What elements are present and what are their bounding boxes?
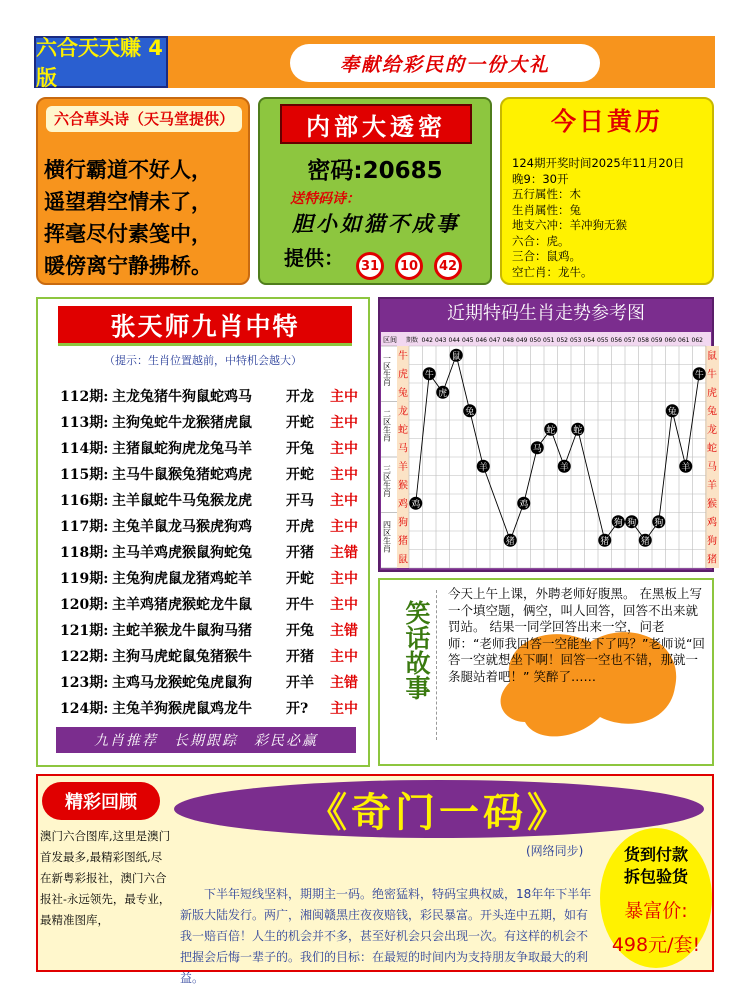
row-open: 开猪 [286, 649, 314, 665]
prediction-row [60, 412, 365, 438]
zodiac-label-right: 羊 [707, 480, 717, 492]
row-result: 主中 [330, 389, 358, 405]
nine-hint: （提示：生肖位置越前，中特机会越大） [104, 354, 302, 367]
almanac-line-1: 124期开奖时间2025年11月20日 [512, 156, 685, 170]
zodiac-label-left: 狗 [398, 517, 408, 529]
trend-corner: 区间 [383, 336, 397, 344]
almanac-line-2: 晚9：30开 [512, 171, 569, 186]
trend-grid [381, 332, 717, 568]
row-result: 主中 [330, 493, 358, 509]
period-tick: 046 [475, 337, 487, 344]
row-period: 115期: [60, 467, 109, 483]
almanac-line-5: 地支六冲：羊冲狗无猴 [512, 218, 627, 232]
row-open: 开蛇 [286, 467, 314, 483]
poem-lines [44, 154, 250, 282]
zone-label: 四区生肖 [382, 520, 392, 553]
prediction-row [60, 620, 365, 646]
zodiac-label-left: 牛 [398, 351, 408, 362]
qimen-banner [174, 780, 704, 838]
brand-logo [34, 36, 168, 88]
promo-line-1: 货到付款 [623, 845, 688, 864]
zodiac-label-left: 兔 [398, 388, 408, 399]
zodiac-label-right: 猪 [707, 554, 717, 566]
row-period: 112期: [60, 389, 109, 405]
nine-footer [56, 727, 356, 753]
trend-marker-label: 猪 [505, 536, 515, 547]
ball-3 [434, 252, 462, 280]
period-tick: 050 [529, 337, 541, 344]
row-open: 开蛇 [286, 571, 314, 587]
row-open: 开虎 [286, 519, 314, 535]
row-zodiacs: 主兔羊鼠龙马猴虎狗鸡 [112, 519, 252, 535]
row-zodiacs: 主狗马虎蛇鼠兔猪猴牛 [112, 649, 252, 665]
period-tick: 042 [421, 337, 433, 344]
prediction-row [60, 672, 365, 698]
zodiac-label-left: 虎 [398, 369, 408, 381]
row-period: 118期: [60, 545, 109, 561]
review-text: 澳门六合图库,这里是澳门首发最多,最精彩图纸,尽在新粤彩报社，澳门六合报社-永远领先，最专业，最精准图库， [40, 829, 171, 927]
row-result: 主错 [330, 623, 358, 639]
period-tick: 043 [435, 337, 447, 344]
prediction-row [60, 490, 365, 516]
almanac-lines [512, 156, 684, 280]
trend-marker-label: 狗 [654, 518, 664, 529]
row-period: 123期: [60, 675, 109, 691]
period-tick: 051 [543, 337, 555, 344]
promo-price: 498元/套! [611, 934, 701, 956]
trend-marker-label: 兔 [667, 407, 677, 418]
row-open: 开? [286, 701, 309, 717]
prediction-row [60, 438, 365, 464]
row-result: 主中 [330, 701, 358, 717]
trend-marker-label: 鸡 [519, 499, 529, 510]
period-tick: 044 [448, 337, 460, 344]
secret-title-text: 内部大透密 [306, 112, 446, 141]
row-period: 117期: [60, 519, 109, 535]
promo-line-2: 拆包验货 [623, 867, 688, 886]
row-open: 开牛 [286, 597, 314, 613]
ball-1 [356, 252, 384, 280]
period-tick: 045 [462, 337, 474, 344]
poem-line-3: 挥毫尽付素笺中， [44, 222, 212, 246]
ball-1-num: 31 [360, 258, 380, 274]
secret-sub: 送特码诗： [290, 191, 360, 207]
trend-marker-label: 牛 [424, 370, 434, 381]
nine-footer-text: 九肖推荐 长期跟踪 彩民必赢 [94, 733, 318, 749]
row-zodiacs: 主鸡马龙猴蛇兔虎鼠狗 [112, 675, 252, 691]
almanac-line-8: 空亡肖：龙牛。 [512, 264, 593, 279]
row-zodiacs: 主狗兔蛇牛龙猴猪虎鼠 [112, 415, 252, 431]
zodiac-label-left: 猴 [398, 480, 408, 492]
period-tick: 052 [556, 337, 568, 344]
slogan-text: 奉献给彩民的一份大礼 [339, 53, 550, 76]
zodiac-label-right: 鸡 [707, 517, 717, 529]
secret-code: 密码:20685 [307, 158, 443, 184]
joke-label-text: 笑话故事 [402, 600, 431, 700]
zodiac-label-left: 马 [398, 443, 408, 455]
ball-3-num: 42 [438, 258, 458, 274]
secret-verse: 胆小如猫不成事 [292, 211, 460, 236]
almanac-line-6: 六合：虎。 [512, 233, 570, 248]
trend-marker-label: 虎 [438, 388, 448, 399]
trend-marker-label: 蛇 [573, 425, 583, 436]
nine-title [58, 306, 352, 346]
prediction-row [60, 542, 365, 568]
trend-marker-label: 鼠 [451, 351, 461, 362]
trend-marker-label: 羊 [478, 462, 488, 473]
period-tick: 061 [678, 337, 690, 344]
ball-2-num: 10 [399, 258, 419, 274]
period-tick: 054 [583, 337, 595, 344]
joke-text: 今天上午上课，外聘老师好腹黑。 在黑板上写一个填空题，俩空，叫人回答，回答不出来就罚站。 结果一同学回答出来一空，问老师：“老师我回答一空能坐下了吗？”老师说“回答一空就想坐下啊！回答一空也不错，那就一条腿站着吧！” 笑醉了…… [448, 586, 705, 684]
row-period: 120期: [60, 597, 109, 613]
zodiac-label-right: 马 [707, 462, 717, 473]
poem-title: 六合草头诗（天马堂提供） [46, 106, 242, 132]
row-zodiacs: 主猪鼠蛇狗虎龙兔马羊 [112, 441, 252, 457]
trend-period-label: 期数 [406, 337, 419, 344]
row-period: 122期: [60, 649, 109, 665]
secret-provide: 提供： [284, 246, 344, 270]
zodiac-label-left: 鼠 [398, 554, 408, 566]
zone-label: 三区生肖 [382, 465, 392, 497]
qimen-sync: (网络同步) [526, 844, 584, 858]
review-badge [42, 782, 160, 820]
period-tick: 058 [637, 337, 649, 344]
joke-divider [436, 590, 437, 740]
almanac-line-3: 五行属性：木 [512, 187, 581, 201]
row-period: 114期: [60, 441, 109, 457]
row-period: 121期: [60, 623, 109, 639]
almanac-line-4: 生肖属性：兔 [512, 202, 581, 217]
prediction-row [60, 516, 365, 542]
review-badge-text: 精彩回顾 [65, 792, 137, 813]
joke-label [396, 600, 431, 712]
row-result: 主中 [330, 467, 358, 483]
period-tick: 053 [570, 337, 582, 344]
slogan [290, 44, 600, 82]
prediction-row [60, 594, 365, 620]
zone-label: 二区生肖 [382, 409, 392, 442]
prediction-row [60, 646, 365, 672]
row-zodiacs: 主马牛鼠猴兔猪蛇鸡虎 [112, 467, 252, 483]
row-open: 开兔 [286, 623, 314, 639]
trend-marker-label: 狗 [627, 518, 637, 529]
row-open: 开蛇 [286, 415, 314, 431]
row-open: 开羊 [286, 675, 314, 691]
trend-marker-label: 牛 [694, 370, 704, 381]
prediction-row [60, 698, 365, 724]
trend-marker-label: 蛇 [546, 425, 556, 436]
row-result: 主中 [330, 415, 358, 431]
zodiac-label-right: 虎 [707, 388, 717, 399]
row-period: 113期: [60, 415, 109, 431]
trend-marker-label: 鸡 [411, 499, 421, 510]
poem-line-2: 遥望碧空情未了， [44, 190, 212, 214]
period-tick: 049 [516, 337, 528, 344]
secret-title [280, 104, 472, 144]
qimen-title: 《奇门一码》 [307, 789, 571, 836]
trend-marker-label: 猪 [600, 536, 610, 547]
zodiac-label-left: 猪 [398, 536, 408, 547]
almanac-title: 今日黄历 [550, 107, 663, 136]
trend-marker-label: 羊 [681, 462, 691, 473]
row-zodiacs: 主兔羊狗猴虎鼠鸡龙牛 [112, 701, 252, 717]
row-period: 119期: [60, 571, 109, 587]
trend-title: 近期特码生肖走势参考图 [447, 303, 645, 324]
row-open: 开龙 [286, 389, 314, 405]
period-tick: 048 [502, 337, 514, 344]
zone-label: 一区生肖 [382, 354, 392, 386]
trend-marker-label: 狗 [613, 518, 623, 529]
prediction-row [60, 386, 365, 412]
trend-marker-label: 猪 [640, 536, 650, 547]
row-zodiacs: 主兔狗虎鼠龙猪鸡蛇羊 [112, 571, 252, 587]
zodiac-label-right: 猴 [707, 499, 717, 510]
row-result: 主错 [330, 545, 358, 561]
zodiac-label-right: 龙 [707, 425, 717, 436]
poem-line-4: 暖傍离宁静拂桥。 [44, 254, 212, 278]
trend-marker-label: 羊 [559, 462, 569, 473]
row-open: 开马 [286, 493, 314, 509]
row-zodiacs: 主马羊鸡虎猴鼠狗蛇兔 [112, 545, 252, 561]
period-tick: 055 [597, 337, 609, 344]
row-zodiacs: 主龙兔猪牛狗鼠蛇鸡马 [112, 389, 252, 405]
prediction-row [60, 568, 365, 594]
ball-2 [395, 252, 423, 280]
row-period: 124期: [60, 701, 109, 717]
zodiac-label-right: 鼠 [707, 351, 717, 362]
zodiac-label-left: 蛇 [398, 425, 408, 436]
prediction-row [60, 464, 365, 490]
zodiac-label-right: 牛 [707, 369, 717, 381]
trend-marker-label: 兔 [465, 407, 475, 418]
row-result: 主中 [330, 649, 358, 665]
trend-marker-label: 马 [532, 444, 542, 455]
row-zodiacs: 主蛇羊猴龙牛鼠狗马猪 [112, 623, 252, 639]
zodiac-label-left: 羊 [398, 462, 408, 473]
zodiac-label-right: 狗 [707, 536, 717, 547]
period-tick: 060 [664, 337, 676, 344]
period-tick: 047 [489, 337, 501, 344]
period-tick: 057 [624, 337, 636, 344]
row-result: 主中 [330, 519, 358, 535]
zodiac-label-right: 蛇 [707, 443, 717, 455]
row-zodiacs: 主羊鸡猪虎猴蛇龙牛鼠 [112, 597, 252, 613]
period-tick: 056 [610, 337, 622, 344]
zodiac-label-left: 鸡 [398, 499, 408, 510]
nine-title-text: 张天师九肖中特 [110, 311, 300, 341]
brand-text: 六合天天赚 4版 [36, 36, 163, 90]
row-result: 主错 [330, 675, 358, 691]
qimen-text: 下半年短线坚料，期期主一码。绝密猛料，特码宝典权威，18年年下半年新版大陆发行。两广，湘闽赣黑庄夜夜赔钱，彩民暴富。开头连中五期，如有我一赔百倍！人生的机会并不多，甚至好机会只会出现一次。有这样的机会不把握会后悔一辈子的。我们的目标：在最短的时间内为支持朋友争取最大的利益。 [180, 887, 592, 985]
period-tick: 059 [651, 337, 663, 344]
promo-line-3: 暴富价: [624, 900, 688, 922]
row-open: 开兔 [286, 441, 314, 457]
row-open: 开猪 [286, 545, 314, 561]
poem-line-1: 横行霸道不好人， [44, 158, 212, 182]
row-period: 116期: [60, 493, 109, 509]
zodiac-label-left: 龙 [398, 406, 408, 418]
row-result: 主中 [330, 571, 358, 587]
row-result: 主中 [330, 597, 358, 613]
period-tick: 062 [691, 337, 703, 344]
almanac-line-7: 三合：鼠鸡。 [512, 249, 581, 263]
zodiac-label-right: 兔 [707, 406, 717, 418]
row-zodiacs: 主羊鼠蛇牛马兔猴龙虎 [112, 493, 252, 509]
row-result: 主中 [330, 441, 358, 457]
